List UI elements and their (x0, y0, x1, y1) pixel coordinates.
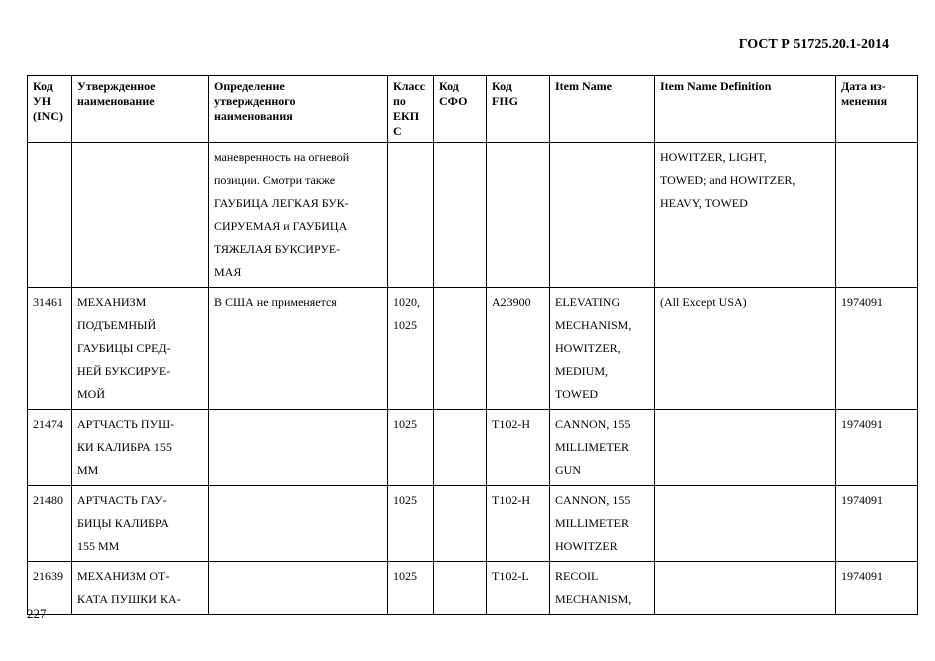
cell-text: HOWITZER, LIGHT, (660, 150, 767, 164)
cell-text: 1974091 (841, 569, 883, 583)
fiig-cell (487, 143, 550, 288)
cell-text: 31461 (33, 295, 63, 309)
item-name-definition-cell (655, 486, 836, 562)
cell-text: 155 ММ (77, 539, 120, 553)
cell-text: 21480 (33, 493, 63, 507)
table-header-row (28, 76, 918, 143)
header-text: наименования (214, 109, 293, 123)
document-title: ГОСТ Р 51725.20.1-2014 (738, 37, 889, 52)
cell-text: 1025 (393, 569, 417, 583)
cell-text: HOWITZER (555, 539, 618, 553)
fiig-cell (487, 562, 550, 615)
cell-text: 1974091 (841, 295, 883, 309)
col-header-inc (28, 76, 72, 143)
col-header-item-name (550, 76, 655, 143)
cell-text: MECHANISM, (555, 592, 632, 606)
cell-text: КАТА ПУШКИ КА- (77, 592, 181, 606)
cell-text: АРТЧАСТЬ ГАУ- (77, 493, 167, 507)
header-text: FIIG (492, 94, 519, 108)
cell-text: МЕХАНИЗМ (77, 295, 147, 309)
inc-cell (28, 486, 72, 562)
definition-cell (209, 562, 388, 615)
cell-text: МОЙ (77, 387, 106, 401)
approved-name-cell (72, 410, 209, 486)
table-row (28, 410, 918, 486)
change-date-cell (836, 410, 918, 486)
definition-cell (209, 410, 388, 486)
col-header-class (388, 76, 434, 143)
approved-name-cell (72, 288, 209, 410)
item-name-definition-cell (655, 288, 836, 410)
cell-text: ELEVATING (555, 295, 621, 309)
header-text: менения (841, 94, 888, 108)
cell-text: CANNON, 155 (555, 417, 631, 431)
cell-text: 1025 (393, 318, 417, 332)
item-name-cell (550, 143, 655, 288)
class-cell (388, 486, 434, 562)
cell-text: CANNON, 155 (555, 493, 631, 507)
cell-text: GUN (555, 463, 581, 477)
item-name-cell (550, 562, 655, 615)
cell-text: T102-H (492, 417, 530, 431)
item-name-cell (550, 486, 655, 562)
header-text: наименование (77, 94, 155, 108)
cell-text: 1025 (393, 417, 417, 431)
sfo-cell (434, 143, 487, 288)
cell-text: T102-L (492, 569, 529, 583)
cell-text: СИРУЕМАЯ и ГАУБИЦА (214, 219, 348, 233)
cell-text: 1974091 (841, 417, 883, 431)
cell-text: 21474 (33, 417, 63, 431)
cell-text: MEDIUM, (555, 364, 608, 378)
col-header-definition (209, 76, 388, 143)
col-header-item-name-definition (655, 76, 836, 143)
table-row (28, 562, 918, 615)
item-name-definition-cell (655, 143, 836, 288)
cell-text: КИ КАЛИБРА 155 (77, 440, 172, 454)
col-header-fiig (487, 76, 550, 143)
fiig-cell (487, 288, 550, 410)
sfo-cell (434, 562, 487, 615)
table-row (28, 486, 918, 562)
cell-text: 21639 (33, 569, 63, 583)
cell-text: маневренность на огневой (214, 150, 350, 164)
class-cell (388, 288, 434, 410)
item-name-cell (550, 288, 655, 410)
header-text: Код (492, 79, 512, 93)
change-date-cell (836, 562, 918, 615)
header-text: Item Name (555, 79, 612, 93)
cell-text: В США не применяется (214, 295, 337, 309)
cell-text: МЕХАНИЗМ ОТ- (77, 569, 170, 583)
fiig-cell (487, 410, 550, 486)
definition-cell (209, 486, 388, 562)
item-name-cell (550, 410, 655, 486)
header-text: С (393, 124, 402, 138)
header-text: утвержденного (214, 94, 296, 108)
class-cell (388, 143, 434, 288)
header-text: ЕКП (393, 109, 420, 123)
table-body (28, 143, 918, 615)
cell-text: MILLIMETER (555, 440, 629, 454)
inc-cell (28, 288, 72, 410)
header-text: Код (33, 79, 53, 93)
cell-text: ПОДЪЕМНЫЙ (77, 318, 157, 332)
header-text: Код (439, 79, 459, 93)
cell-text: 1974091 (841, 493, 883, 507)
cell-text: HOWITZER, (555, 341, 621, 355)
page-number: 227 (27, 606, 47, 621)
header-text: СФО (439, 94, 468, 108)
cell-text: MECHANISM, (555, 318, 632, 332)
cell-text: МАЯ (214, 265, 242, 279)
cell-text: 1025 (393, 493, 417, 507)
col-header-sfo (434, 76, 487, 143)
change-date-cell (836, 143, 918, 288)
cell-text: T102-H (492, 493, 530, 507)
approved-name-cell (72, 143, 209, 288)
class-cell (388, 410, 434, 486)
cell-text: ГАУБИЦЫ СРЕД- (77, 341, 171, 355)
col-header-change-date (836, 76, 918, 143)
table-row (28, 143, 918, 288)
sfo-cell (434, 486, 487, 562)
cell-text: A23900 (492, 295, 531, 309)
cell-text: АРТЧАСТЬ ПУШ- (77, 417, 175, 431)
cell-text: БИЦЫ КАЛИБРА (77, 516, 169, 530)
header-text: Утвержденное (77, 79, 156, 93)
class-cell (388, 562, 434, 615)
cell-text: HEAVY, TOWED (660, 196, 748, 210)
header-text: Item Name Definition (660, 79, 772, 93)
table-row (28, 288, 918, 410)
col-header-approved-name (72, 76, 209, 143)
cell-text: (All Except USA) (660, 295, 747, 309)
cell-text: ГАУБИЦА ЛЕГКАЯ БУК- (214, 196, 349, 210)
cell-text: ТЯЖЕЛАЯ БУКСИРУЕ- (214, 242, 341, 256)
header-text: Класс (393, 79, 426, 93)
inc-cell (28, 410, 72, 486)
definition-cell (209, 143, 388, 288)
header-text: Дата из- (841, 79, 886, 93)
inc-cell (28, 143, 72, 288)
cell-text: TOWED; and HOWITZER, (660, 173, 796, 187)
approved-name-cell (72, 562, 209, 615)
approved-name-cell (72, 486, 209, 562)
header-text: Определение (214, 79, 285, 93)
change-date-cell (836, 486, 918, 562)
cell-text: позиции. Смотри также (214, 173, 336, 187)
item-name-definition-cell (655, 562, 836, 615)
header-text: УН (33, 94, 52, 108)
header-text: по (393, 94, 406, 108)
cell-text: TOWED (555, 387, 599, 401)
fiig-cell (487, 486, 550, 562)
definition-cell (209, 288, 388, 410)
header-text: (INC) (33, 109, 63, 123)
item-name-definition-cell (655, 410, 836, 486)
change-date-cell (836, 288, 918, 410)
cell-text: ММ (77, 463, 99, 477)
cell-text: MILLIMETER (555, 516, 629, 530)
classification-table (27, 75, 918, 615)
cell-text: RECOIL (555, 569, 599, 583)
cell-text: 1020, (393, 295, 420, 309)
sfo-cell (434, 410, 487, 486)
sfo-cell (434, 288, 487, 410)
cell-text: НЕЙ БУКСИРУЕ- (77, 364, 171, 378)
